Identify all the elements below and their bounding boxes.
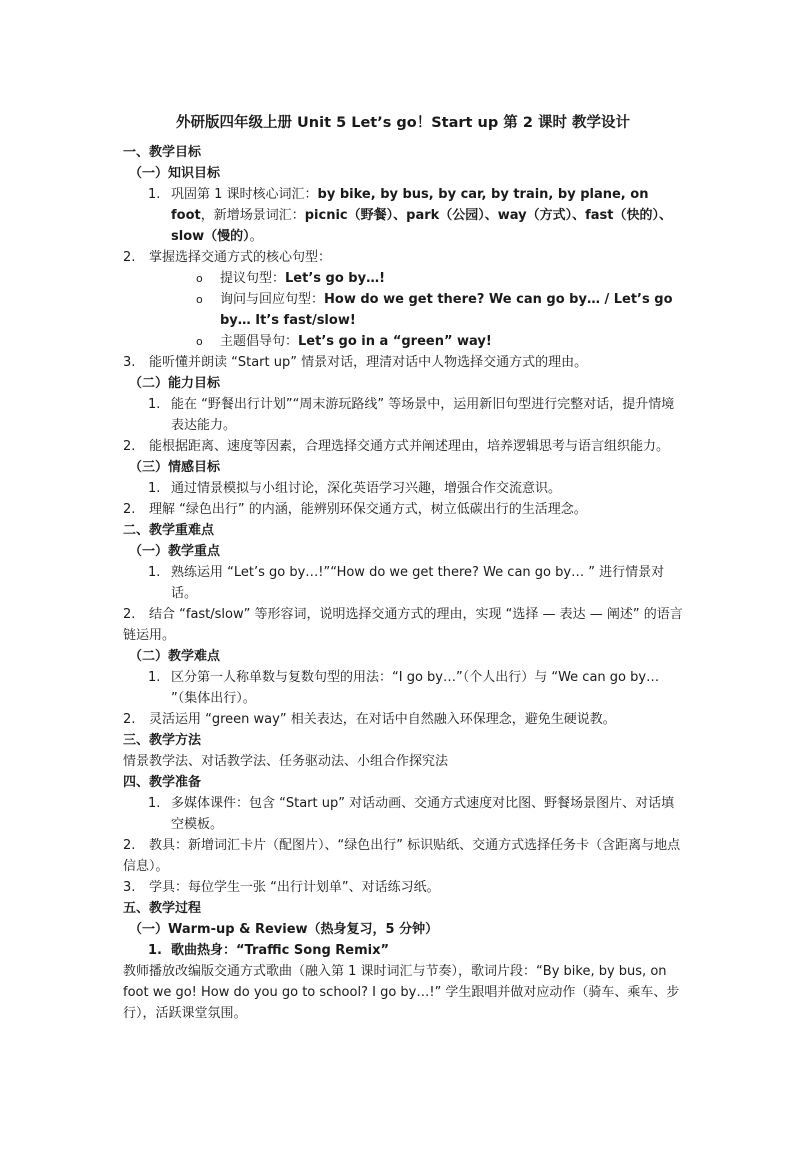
text: 掌握选择交通方式的核心句型：: [149, 250, 332, 265]
list-number: 2.: [123, 250, 136, 265]
bullet-icon: o: [196, 335, 203, 348]
bold-text: picnic（野餐）、park（公园）、way（方式）、fast（快的）、slow（慢的）: [171, 208, 673, 244]
section-heading: 一、教学目标: [123, 145, 202, 160]
list-item: [123, 352, 685, 373]
list-number: 1.: [148, 796, 161, 811]
sub-list-item: [123, 268, 685, 289]
list-item: [123, 709, 685, 730]
list-item: [123, 499, 685, 520]
text: 结合 “fast/slow” 等形容词，说明选择交通方式的理由，实现 “选择 — 表达 — 阐述” 的语言链运用。: [123, 607, 683, 643]
text: 熟练运用 “Let’s go by…!”“How do we get there? We can go by… ” 进行情景对话。: [171, 565, 665, 601]
list-number: 1.: [148, 481, 161, 496]
text: 多媒体课件：包含 “Start up” 对话动画、交通方式速度对比图、野餐场景图片、对话填空模板。: [171, 796, 675, 832]
text: 能在 “野餐出行计划”“周末游玩路线” 等场景中，运用新旧句型进行完整对话，提升情境表达能力。: [171, 397, 675, 433]
text: 巩固第 1 课时核心词汇：: [171, 187, 318, 202]
text: 提议句型：: [220, 271, 286, 286]
text: 灵活运用 “green way” 相关表达，在对话中自然融入环保理念，避免生硬说教。: [149, 712, 616, 727]
text: 区分第一人称单数与复数句型的用法：“I go by…”（个人出行）与 “We can go by… ”（集体出行）。: [171, 670, 660, 706]
list-item: [123, 436, 685, 457]
text: 歌曲热身：“Traffic Song Remix”: [171, 943, 390, 958]
list-item: [123, 562, 685, 604]
text: 教具：新增词汇卡片（配图片）、“绿色出行” 标识贴纸、交通方式选择任务卡（含距离与地点信息）。: [123, 838, 681, 874]
subsection-heading: （一）知识目标: [129, 166, 221, 181]
bold-text: by bike, by bus, by car, by train, by plane, on foot: [171, 187, 649, 223]
subsection-heading: （一）Warm-up & Review（热身复习，5 分钟）: [129, 922, 439, 937]
text: 能根据距离、速度等因素，合理选择交通方式并阐述理由，培养逻辑思考与语言组织能力。: [149, 439, 670, 454]
sub-list-item: [123, 289, 685, 331]
list-item: [123, 604, 685, 646]
list-number: 2.: [123, 502, 136, 517]
text: 主题倡导句：: [220, 334, 299, 349]
list-number: 1.: [148, 397, 161, 412]
bullet-icon: o: [196, 272, 203, 285]
subsection-heading: （二）能力目标: [129, 376, 221, 391]
list-number: 3.: [123, 880, 136, 895]
list-item: [123, 478, 685, 499]
list-item: [123, 667, 685, 709]
list-item: [123, 877, 685, 898]
bullet-icon: o: [196, 293, 203, 306]
paragraph: 情景教学法、对话教学法、任务驱动法、小组合作探究法: [123, 754, 449, 769]
text: 询问与回应句型：: [220, 292, 325, 307]
list-number: 2.: [123, 607, 136, 622]
sub-list-item: [123, 331, 685, 352]
list-item: [123, 247, 685, 268]
text: 学具：每位学生一张 “出行计划单”、对话练习纸。: [149, 880, 440, 895]
list-item: [123, 394, 685, 436]
list-number: 2.: [123, 439, 136, 454]
document-body: [123, 112, 685, 1024]
step-heading: [123, 940, 685, 961]
section-heading: 五、教学过程: [123, 901, 202, 916]
text: 通过情景模拟与小组讨论，深化英语学习兴趣，增强合作交流意识。: [171, 481, 562, 496]
list-number: 2.: [123, 838, 136, 853]
list-number: 3.: [123, 355, 136, 370]
bold-text: How do we get there? We can go by… / Let’s go by… It’s fast/slow!: [220, 292, 673, 328]
list-item: [123, 184, 685, 247]
text: 能听懂并朗读 “Start up” 情景对话，理清对话中人物选择交通方式的理由。: [149, 355, 588, 370]
list-item: [123, 793, 685, 835]
subsection-heading: （三）情感目标: [129, 460, 221, 475]
text: 理解 “绿色出行” 的内涵，能辨别环保交通方式，树立低碳出行的生活理念。: [149, 502, 587, 517]
list-number: 1.: [148, 565, 161, 580]
subsection-heading: （一）教学重点: [129, 544, 221, 559]
text: 。: [249, 229, 263, 244]
list-item: [123, 835, 685, 877]
text: ，新增场景词汇：: [200, 208, 305, 223]
section-heading: 三、教学方法: [123, 733, 202, 748]
paragraph: 教师播放改编版交通方式歌曲（融入第 1 课时词汇与节奏），歌词片段：“By bike, by bus, on foot we go! How do you go to school? I go by…!” 学生跟唱并做对应动作（骑车、乘车、步行），活跃课堂氛围。: [123, 964, 680, 1021]
subsection-heading: （二）教学难点: [129, 649, 221, 664]
bold-text: Let’s go by…!: [285, 271, 386, 286]
page-title: 外研版四年级上册 Unit 5 Let’s go！Start up 第 2 课时 教学设计: [175, 115, 631, 131]
list-number: 1.: [148, 187, 161, 202]
list-number: 1.: [148, 670, 161, 685]
section-heading: 四、教学准备: [123, 775, 202, 790]
section-heading: 二、教学重难点: [123, 523, 215, 538]
list-number: 1.: [148, 943, 162, 958]
list-number: 2.: [123, 712, 136, 727]
bold-text: Let’s go in a “green” way!: [298, 334, 492, 349]
